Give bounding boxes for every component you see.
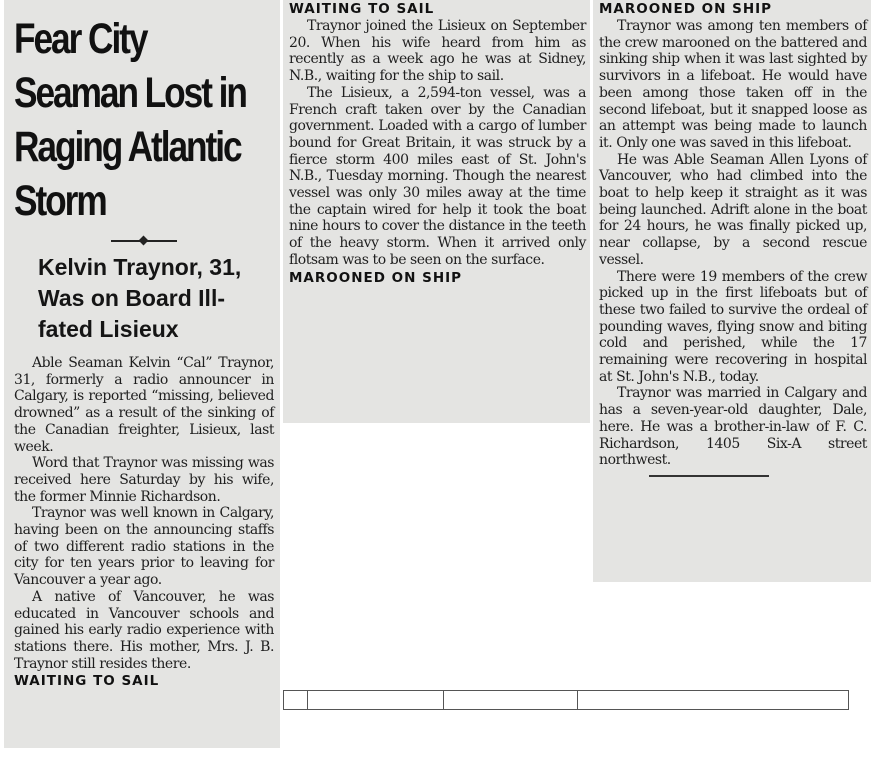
headline-divider — [111, 240, 177, 242]
column-1-clipping — [4, 0, 280, 748]
column-3-clipping — [593, 0, 871, 582]
paragraph: Traynor was married in Calgary and has a seven-year-old daughter, Dale, here. He was a brother-in-law of F. C. Richardson, 1405 Six-A street northwest. — [599, 385, 867, 469]
table-cell — [578, 691, 848, 709]
table-cell — [284, 691, 308, 709]
paragraph: A native of Vancouver, he was educated in Vancouver schools and gained his early radio experience with stations there. His mother, Mrs. J. B. Traynor still resides there. — [14, 588, 274, 672]
section-head-waiting-to-sail: WAITING TO SAIL — [289, 1, 435, 17]
section-head-marooned-on-ship: MAROONED ON SHIP — [599, 1, 773, 17]
subhead: Kelvin Traynor, 31, Was on Board Ill-fated Lisieux — [38, 254, 242, 342]
paragraph: There were 19 members of the crew picked up in the first lifeboats but of these two failed to survive the ordeal of pounding waves, flying snow and biting cold and perished, while the 17 remaining were recovering in hospital at St. John's N.B., today. — [599, 268, 867, 385]
paragraph: Word that Traynor was missing was received here Saturday by his wife, the former Minnie Richardson. — [14, 455, 274, 505]
section-head-marooned-on-ship: MAROONED ON SHIP — [289, 269, 463, 286]
paragraph: He was Able Seaman Allen Lyons of Vancouver, who had climbed into the boat to help keep it straight as it was being launched. Adrift alone in the boat for 24 hours, he was finally picked up, near collapse, by a second rescue vessel. — [599, 151, 867, 268]
empty-table-row — [283, 690, 849, 710]
column-2-clipping — [283, 0, 590, 423]
paragraph: Traynor was well known in Calgary, having been on the announcing staffs of two different radio stations in the city for ten years prior to leaving for Vancouver a year ago. — [14, 505, 274, 589]
end-mark — [649, 475, 769, 477]
paragraph: Traynor joined the Lisieux on September 20. When his wife heard from him as recently as a week ago he was at Sidney, N.B., waiting for the ship to sail. — [289, 18, 586, 85]
table-cell — [308, 691, 444, 709]
table-cell — [444, 691, 578, 709]
headline: Fear City Seaman Lost in Raging Atlantic Storm — [14, 15, 246, 225]
paragraph: Able Seaman Kelvin “Cal” Traynor, 31, formerly a radio announcer in Calgary, is reported “missing, believed drowned” as a result of the sinking of the Canadian freighter, Lisieux, last week. — [14, 355, 274, 455]
paragraph: Traynor was among ten members of the crew marooned on the battered and sinking ship when it was last sighted by survivors in a lifeboat. He would have been among those taken off in the second lifeboat, but it snapped loose as an attempt was being made to launch it. Only one was saved in this lifeboat. — [599, 18, 867, 151]
section-head-waiting-to-sail: WAITING TO SAIL — [14, 673, 160, 690]
paragraph: The Lisieux, a 2,594-ton vessel, was a French craft taken over by the Canadian government. Loaded with a cargo of lumber bound for Great Britain, it was struck by a fierce storm 400 miles east of St. John's N.B., Tuesday morning. Though the nearest vessel was only 30 miles away at the time the captain wired for help it took the boat nine hours to cover the distance in the teeth of the heavy storm. When it arrived only flotsam was to be seen on the surface. — [289, 84, 586, 268]
